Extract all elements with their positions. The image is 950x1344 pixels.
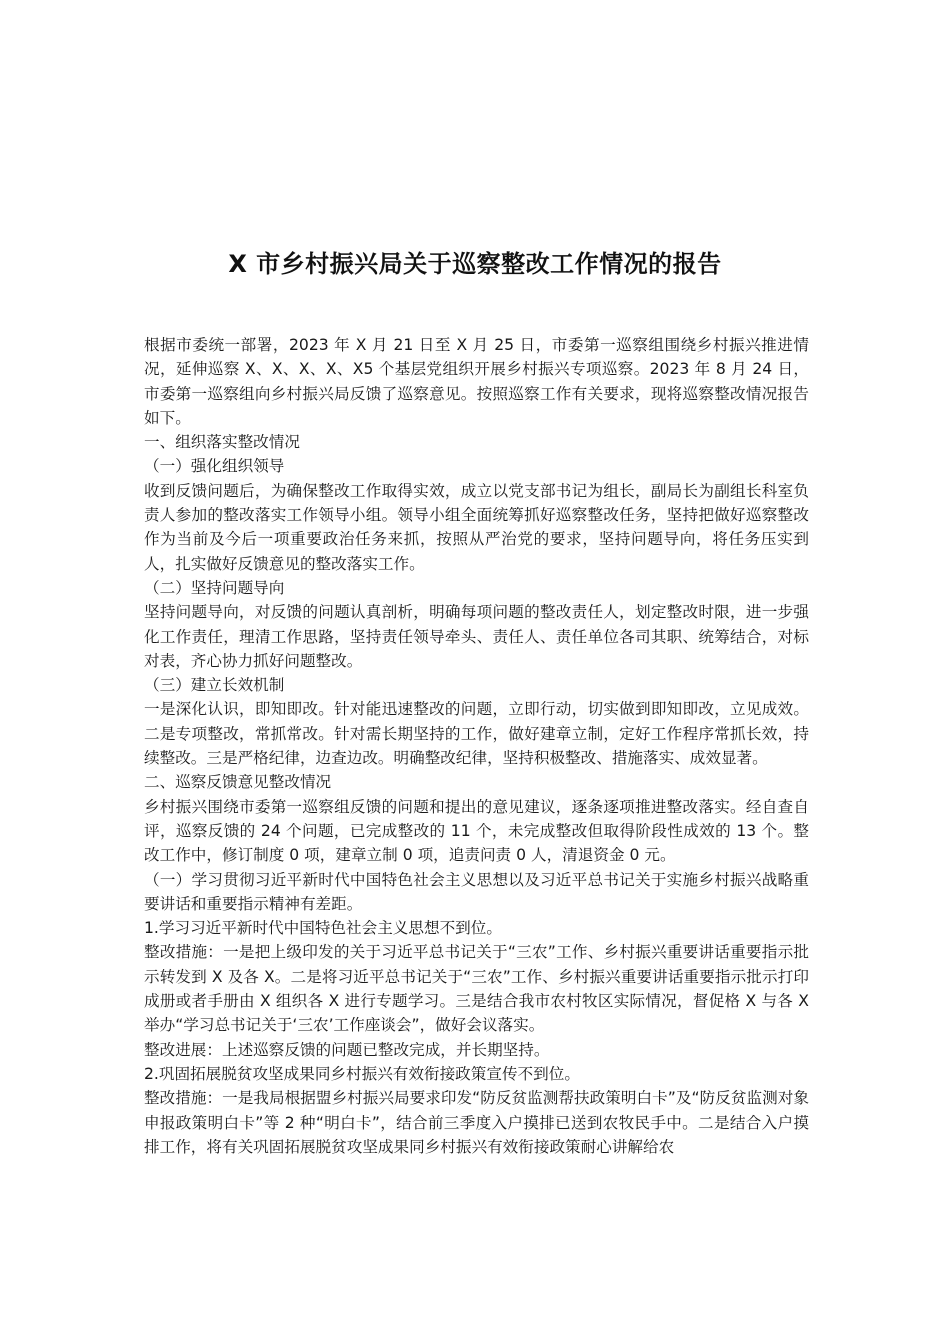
progress-paragraph: 整改进展：上述巡察反馈的问题已整改完成，并长期坚持。 bbox=[144, 1040, 550, 1059]
item-heading: 2.巩固拓展脱贫攻坚成果同乡村振兴有效衔接政策宣传不到位。 bbox=[144, 1064, 580, 1083]
document-title: X 市乡村振兴局关于巡察整改工作情况的报告 bbox=[228, 250, 722, 278]
body-paragraph: 收到反馈问题后，为确保整改工作取得实效，成立以党支部书记为组长，副局长为副组长科室负责人参加的整改落实工作领导小组。领导小组全面统筹抓好巡察整改任务，坚持把做好巡察整改作为当前及今后一项重要政治任务来抓，按照从严治党的要求，坚持问题导向，将任务压实到人，扎实做好反馈意见的整改落实工作。 bbox=[144, 481, 809, 573]
document-body bbox=[144, 333, 809, 1159]
body-paragraph: 一是深化认识，即知即改。针对能迅速整改的问题，立即行动，切实做到即知即改，立见成效。二是专项整改，常抓常改。针对需长期坚持的工作，做好建章立制，定好工作程序常抓长效，持续整改。三是严格纪律，边查边改。明确整改纪律，坚持积极整改、措施落实、成效显著。 bbox=[144, 700, 809, 768]
subsection-heading: （一）强化组织领导 bbox=[144, 457, 285, 476]
body-paragraph: 乡村振兴围绕市委第一巡察组反馈的问题和提出的意见建议，逐条逐项推进整改落实。经自查自评，巡察反馈的 24 个问题，已完成整改的 11 个，未完成整改但取得阶段性成效的 13 个。整改工作中，修订制度 0 项，建章立制 0 项，追责问责 0 人，清退资金 0 元。 bbox=[144, 797, 809, 865]
measures-paragraph: 整改措施：一是我局根据盟乡村振兴局要求印发“防反贫监测帮扶政策明白卡”及“防反贫监测对象申报政策明白卡”等 2 种“明白卡”，结合前三季度入户摸排已送到农牧民手中。二是结合入户摸排工作，将有关巩固拓展脱贫攻坚成果同乡村振兴有效衔接政策耐心讲解给农 bbox=[144, 1089, 809, 1156]
measures-paragraph: 整改措施：一是把上级印发的关于习近平总书记关于“三农”工作、乡村振兴重要讲话重要指示批示转发到 X 及各 X。二是将习近平总书记关于“三农”工作、乡村振兴重要讲话重要指示批示打印成册或者手册由 X 组织各 X 进行专题学习。三是结合我市农村牧区实际情况，督促格 X 与各 X 举办“学习总书记关于‘三农’工作座谈会”，做好会议落实。 bbox=[144, 943, 809, 1035]
subsection-heading: （三）建立长效机制 bbox=[144, 676, 285, 695]
section-heading-2: 二、巡察反馈意见整改情况 bbox=[144, 773, 332, 792]
body-paragraph: 坚持问题导向，对反馈的问题认真剖析，明确每项问题的整改责任人，划定整改时限，进一步强化工作责任，理清工作思路，坚持责任领导牵头、责任人、责任单位各司其职、统筹结合，对标对表，齐心协力抓好问题整改。 bbox=[144, 603, 809, 670]
subsection-heading: （二）坚持问题导向 bbox=[144, 578, 285, 597]
section-heading-1: 一、组织落实整改情况 bbox=[144, 433, 300, 452]
subsection-heading: （一）学习贯彻习近平新时代中国特色社会主义思想以及习近平总书记关于实施乡村振兴战略重要讲话和重要指示精神有差距。 bbox=[144, 870, 809, 913]
intro-paragraph: 根据市委统一部署，2023 年 X 月 21 日至 X 月 25 日，市委第一巡察组围绕乡村振兴推进情况，延伸巡察 X、X、X、X、X5 个基层党组织开展乡村振兴专项巡察。2023 年 8 月 24 日，市委第一巡察组向乡村振兴局反馈了巡察意见。按照巡察工作有关要求，现将巡察整改情况报告如下。 bbox=[144, 336, 809, 427]
item-heading: 1.学习习近平新时代中国特色社会主义思想不到位。 bbox=[144, 919, 502, 938]
